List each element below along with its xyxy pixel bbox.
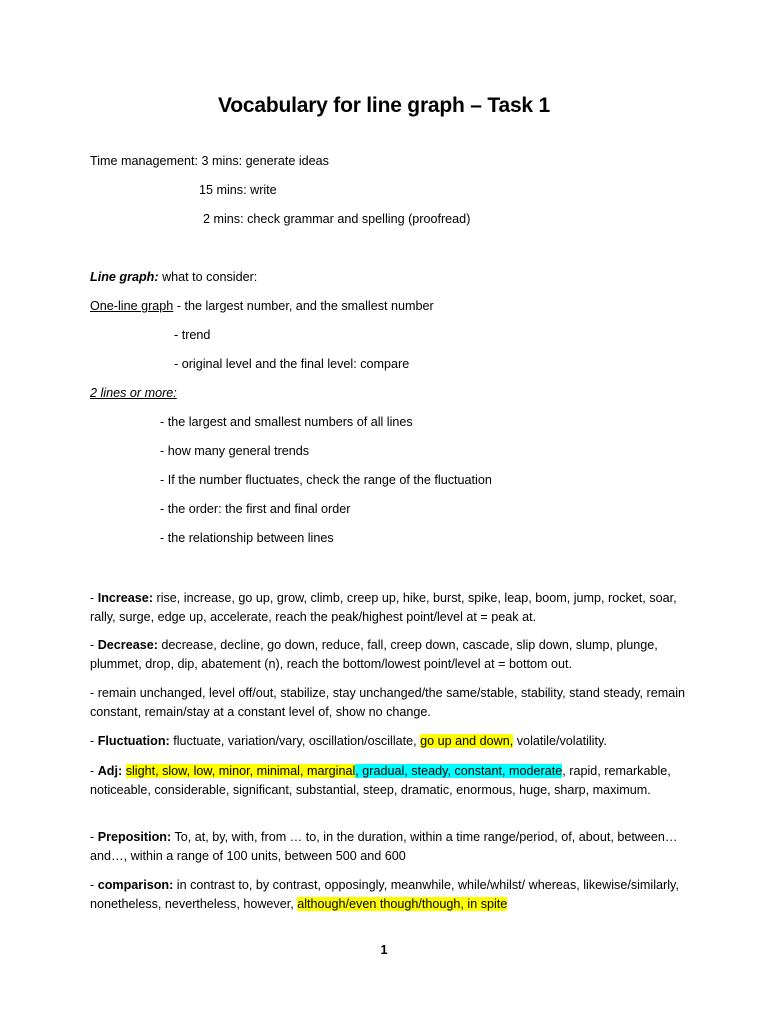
increase-label: Increase: [97, 591, 154, 605]
preposition-paragraph: - Preposition: To, at, by, with, from … to, in the duration, within a time range/period, of, about, between… and…, within a range of 100 units, between 500 and 600 [90, 830, 678, 863]
increase-paragraph: - Increase: rise, increase, go up, grow, climb, creep up, hike, burst, spike, leap, boom, jump, rocket, soar, rally, surge, edge up, accelerate, reach the peak/highest point/level at = peak at. [90, 591, 677, 624]
decrease-text: decrease, decline, go down, reduce, fall, creep down, cascade, slip down, slump, plunge, plummet, drop, dip, abatement (n), reach the bottom/lowest point/level at = bottom out. [90, 638, 658, 671]
one-line-graph-text: - the largest number, and the smallest number [173, 299, 434, 313]
adjective-highlight-yellow: slight, slow, low, minor, minimal, marginal [125, 764, 356, 778]
unchanged-text: remain unchanged, level off/out, stabilize, stay unchanged/the same/stable, stability, stand steady, remain constant, remain/stay at a constant level of, show no change. [90, 686, 686, 719]
time-management-ideas: 3 mins: generate ideas [201, 154, 329, 168]
two-lines-item-3: - If the number fluctuates, check the range of the fluctuation [160, 473, 492, 487]
line-graph-heading-rest: what to consider: [158, 270, 258, 284]
decrease-label: Decrease: [97, 638, 158, 652]
two-lines-item-2: - how many general trends [160, 444, 310, 458]
decrease-paragraph: - Decrease: decrease, decline, go down, reduce, fall, creep down, cascade, slip down, slump, plunge, plummet, drop, dip, abatement (n), reach the bottom/lowest point/level at = bottom out. [90, 638, 658, 671]
comparison-label: comparison: [97, 878, 174, 892]
fluctuation-paragraph: - Fluctuation: fluctuate, variation/vary, oscillation/oscillate, go up and down, volatile/volatility. [90, 734, 607, 748]
two-lines-item-5: - the relationship between lines [160, 531, 334, 545]
fluctuation-tail: volatile/volatility. [513, 734, 607, 748]
time-management-line-1 [90, 152, 329, 170]
increase-text: rise, increase, go up, grow, climb, creep up, hike, burst, spike, leap, boom, jump, rocket, soar, rally, surge, edge up, accelerate, reach the peak/highest point/level at = peak at. [90, 591, 677, 624]
time-management-label: Time management: [90, 154, 199, 168]
adjective-tail: , rapid, remarkable, noticeable, considerable, significant, substantial, steep, dramatic, enormous, huge, sharp, maximum. [90, 764, 671, 797]
document-title: Vocabulary for line graph – Task 1 [217, 94, 551, 117]
comparison-text: in contrast to, by contrast, opposingly, meanwhile, while/whilst/ whereas, likewise/similarly, nonetheless, nevertheless, however, [90, 878, 679, 911]
line-graph-heading [90, 268, 257, 286]
page-number: 1 [380, 943, 388, 957]
comparison-highlight: although/even though/though, in spite [297, 896, 508, 911]
adjective-paragraph: - Adj: slight, slow, low, minor, minimal, marginal, gradual, steady, constant, moderate, rapid, remarkable, noticeable, considerable, significant, substantial, steep, dramatic, enormous, huge, sharp, maximum. [90, 764, 671, 797]
one-line-graph-row [90, 297, 434, 315]
fluctuation-text: fluctuate, variation/vary, oscillation/oscillate, [169, 734, 421, 748]
comparison-paragraph: - comparison: in contrast to, by contrast, opposingly, meanwhile, while/whilst/ whereas, likewise/similarly, nonetheless, nevertheless, however, although/even though/though, in spite [90, 878, 679, 911]
two-lines-item-1: - the largest and smallest numbers of all lines [160, 415, 413, 429]
preposition-text: To, at, by, with, from … to, in the duration, within a time range/period, of, about, between… and…, within a range of 100 units, between 500 and 600 [90, 830, 678, 863]
one-line-item-compare: - original level and the final level: compare [174, 357, 410, 371]
time-management-line-2: 15 mins: write [199, 183, 277, 197]
preposition-label: Preposition: [97, 830, 172, 844]
unchanged-paragraph: - remain unchanged, level off/out, stabilize, stay unchanged/the same/stable, stability, stand steady, remain constant, remain/stay at a constant level of, show no change. [90, 686, 686, 719]
fluctuation-label: Fluctuation: [97, 734, 170, 748]
adjective-label: Adj: [97, 764, 123, 778]
two-lines-heading: 2 lines or more: [90, 386, 177, 400]
line-graph-label: Line graph: [90, 270, 159, 284]
time-management-line-3: 2 mins: check grammar and spelling (proofread) [203, 212, 471, 226]
fluctuation-highlight: go up and down, [420, 734, 514, 748]
one-line-item-trend: - trend [174, 328, 211, 342]
adjective-highlight-cyan: , gradual, steady, constant, moderate [355, 764, 563, 778]
one-line-graph-label: One-line graph [90, 299, 174, 313]
two-lines-item-4: - the order: the first and final order [160, 502, 351, 516]
